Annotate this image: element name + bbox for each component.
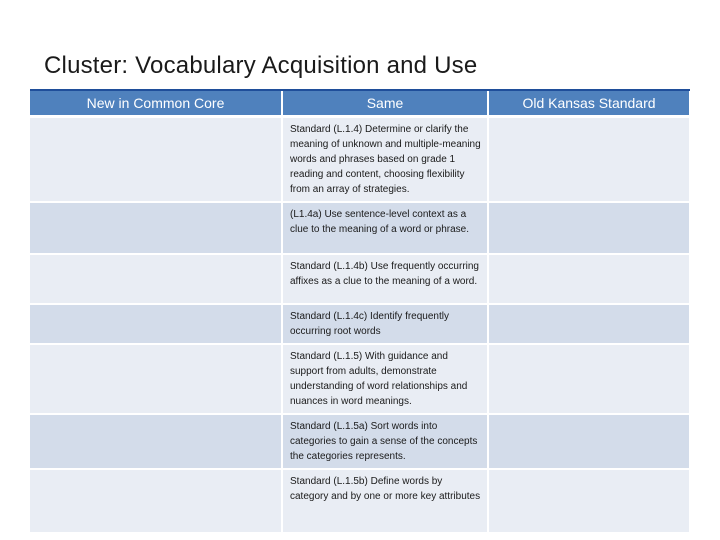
cell-new: [30, 414, 282, 469]
standards-table: [30, 91, 689, 534]
column-header-new: New in Common Core: [30, 91, 282, 117]
cell-old: [488, 344, 689, 414]
cell-new: [30, 304, 282, 344]
cell-same: Standard (L.1.4b) Use frequently occurring affixes as a clue to the meaning of a word.: [282, 254, 488, 304]
cell-same: Standard (L.1.5) With guidance and support from adults, demonstrate understanding of word relationships and nuances in word meanings.: [282, 344, 488, 414]
cell-old: [488, 469, 689, 533]
table-header-row: [30, 91, 689, 117]
cell-new: [30, 254, 282, 304]
column-header-old: Old Kansas Standard: [488, 91, 689, 117]
table-row: [30, 254, 689, 304]
cell-same: (L1.4a) Use sentence-level context as a clue to the meaning of a word or phrase.: [282, 202, 488, 254]
table-row: [30, 469, 689, 533]
cell-old: [488, 202, 689, 254]
cell-new: [30, 202, 282, 254]
cell-same: Standard (L.1.5b) Define words by category and by one or more key attributes: [282, 469, 488, 533]
cell-old: [488, 254, 689, 304]
cell-old: [488, 414, 689, 469]
cell-old: [488, 117, 689, 203]
table-row: [30, 202, 689, 254]
table-row: [30, 344, 689, 414]
table-row: [30, 117, 689, 203]
table-row: [30, 304, 689, 344]
cell-new: [30, 117, 282, 203]
cell-same: Standard (L.1.4c) Identify frequently occurring root words: [282, 304, 488, 344]
table-row: [30, 414, 689, 469]
cell-new: [30, 344, 282, 414]
column-header-same: Same: [282, 91, 488, 117]
cell-new: [30, 469, 282, 533]
cell-same: Standard (L.1.5a) Sort words into categories to gain a sense of the concepts the categories represents.: [282, 414, 488, 469]
cell-old: [488, 304, 689, 344]
cell-same: Standard (L.1.4) Determine or clarify the meaning of unknown and multiple-meaning words and phrases based on grade 1 reading and content, choosing flexibility from an array of strategies.: [282, 117, 488, 203]
page-title: Cluster: Vocabulary Acquisition and Use: [44, 52, 478, 79]
